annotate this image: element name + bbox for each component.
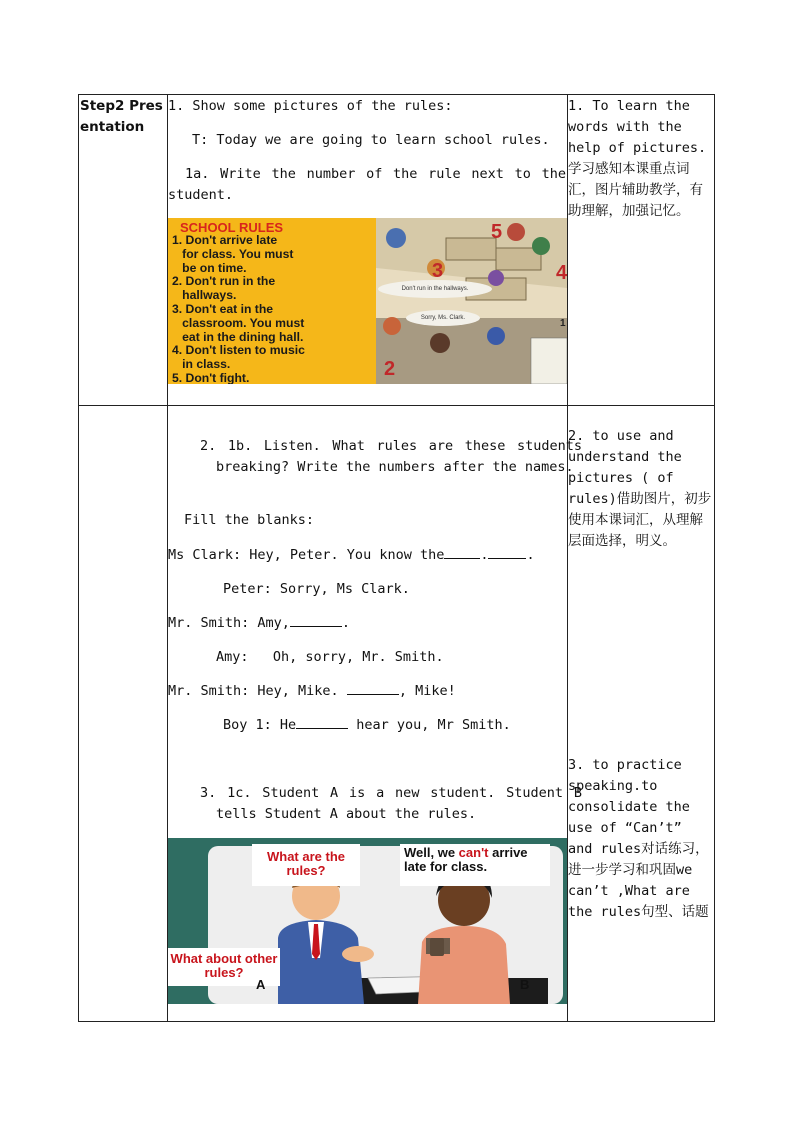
dialog-text: Mr. Smith: Amy,: [168, 615, 290, 631]
label-a: A: [256, 977, 266, 992]
speech-bubble: Sorry, Ms. Clark.: [406, 310, 480, 326]
dialog-text: hear you, Mr Smith.: [348, 717, 511, 733]
dialog-line: [223, 715, 511, 736]
instruction-1: 1. Show some pictures of the rules:: [168, 98, 453, 114]
dialog-text: .: [480, 547, 489, 563]
classroom-drawing: [376, 218, 567, 384]
note-3: [568, 755, 714, 923]
dialog-line: Peter: Sorry, Ms Clark.: [223, 581, 410, 597]
label-b: B: [520, 977, 530, 992]
conversation-picture: [168, 838, 567, 1004]
dialog-text: .: [341, 615, 351, 631]
speech-bubble-a: What are the rules?: [252, 844, 360, 886]
rule-line: for class. You must: [172, 246, 294, 261]
rules-poster: [168, 218, 376, 384]
bubble-text: arrive late for class.: [404, 845, 528, 874]
note-1: [568, 96, 714, 222]
blank[interactable]: [444, 546, 480, 559]
speech-bubble-c: What about other rules?: [168, 948, 280, 986]
rule-line: classroom. You must: [172, 315, 305, 330]
classroom-illustration: [376, 218, 567, 384]
note-text-cn: 学习感知本课重点词汇，图片辅助教学，有助理解，加强记忆。: [568, 161, 703, 219]
rule-line: be on time.: [172, 260, 247, 275]
rules-poster-title: SCHOOL RULES: [180, 220, 284, 235]
task-1c: 3. 1c. Student A is a new student. Student B tells Student A about the rules.: [200, 785, 582, 822]
rule-number: 4: [556, 262, 567, 284]
task-1a: 1a. Write the number of the rule next to the student.: [168, 166, 566, 203]
dialog-text: .: [526, 547, 535, 563]
blank[interactable]: [290, 614, 342, 627]
blank[interactable]: [347, 682, 399, 695]
school-rules-picture: [168, 218, 567, 384]
bubble-text: Well, we: [404, 845, 459, 860]
rule-number: 2: [384, 358, 396, 380]
rule-line: 4. Don't listen to music: [172, 343, 305, 358]
dialog-line: Amy: Oh, sorry, Mr. Smith.: [216, 649, 444, 665]
rule-number: 1: [560, 318, 566, 329]
rule-line: 1. Don't arrive late: [172, 233, 278, 247]
rule-line: 2. Don't run in the: [172, 274, 276, 289]
rule-number: 5: [491, 221, 503, 243]
note-text: 2. to use and understand the pictures ( of rules): [568, 428, 682, 507]
note-2: [568, 426, 714, 552]
speech-bubble-b: [400, 844, 550, 886]
rule-line: eat in the dining hall.: [172, 329, 304, 344]
task-1b: 2. 1b. Listen. What rules are these students breaking? Write the numbers after the names.: [200, 438, 582, 475]
dialog-text: , Mike!: [398, 683, 456, 699]
note-text-cn: 借助图片，初步使用本课词汇，从理解层面选择，明义。: [568, 491, 712, 549]
note-text-cn: 对话练习，进一步学习和巩固: [568, 841, 709, 878]
fill-blanks-heading: Fill the blanks:: [184, 512, 315, 528]
blank[interactable]: [296, 716, 348, 729]
speech-bubble: Don't run in the hallways.: [378, 280, 492, 298]
dialog-text: Ms Clark: Hey, Peter. You know the: [168, 547, 445, 563]
rule-line: 3. Don't eat in the: [172, 301, 274, 316]
rules-list: [172, 234, 305, 384]
rule-line: hallways.: [172, 288, 237, 303]
note-text: 1. To learn the words with the help of pictures.: [568, 98, 707, 156]
bubble-text-highlight: can't: [458, 845, 489, 860]
rule-line: 5. Don't fight.: [172, 370, 250, 384]
dialog-line: [168, 681, 456, 702]
teacher-line: T: Today we are going to learn school rules.: [192, 132, 550, 148]
note-text: 3. to practice speaking.to consolidate the use of “Can’t” and rules: [568, 757, 690, 857]
dialog-line: [168, 613, 350, 634]
rule-line: in class.: [172, 357, 231, 372]
note-text: we can’t ,What are the rules: [568, 862, 693, 920]
dialog-line: [168, 545, 535, 566]
row-divider: [79, 405, 714, 406]
blank[interactable]: [488, 546, 526, 559]
rule-number: 3: [432, 260, 444, 282]
note-text-cn: 句型、话题: [641, 904, 709, 920]
dialog-text: Mr. Smith: Hey, Mike.: [168, 683, 347, 699]
step-label: Step2 Presentation: [80, 98, 163, 135]
dialog-text: Boy 1: He: [223, 717, 297, 733]
